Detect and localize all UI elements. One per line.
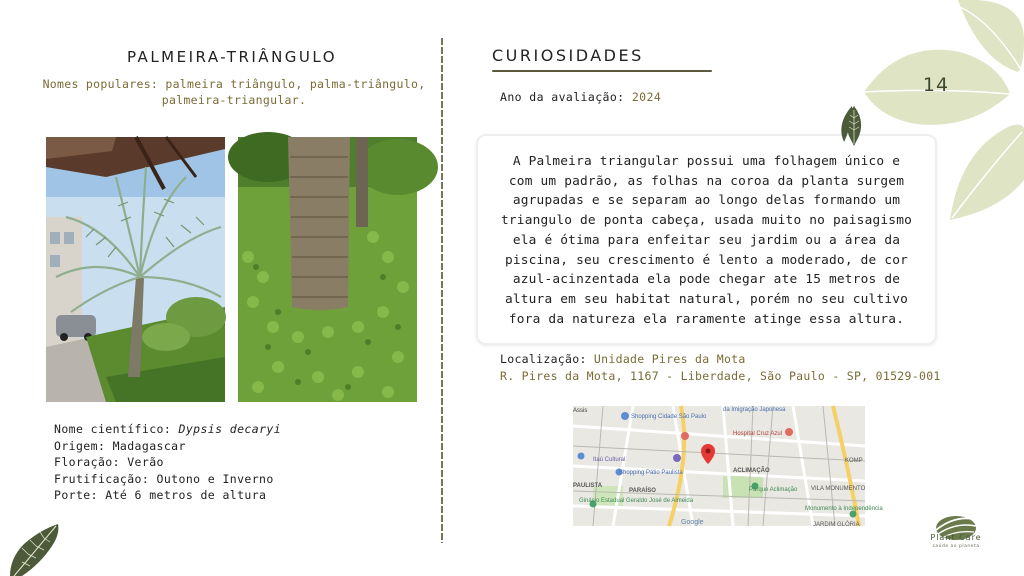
curiosities-title: CURIOSIDADES	[492, 46, 644, 65]
curiosities-line: fora da natureza ela raramente atinge essa altura.	[508, 311, 905, 327]
brand-name: Plant Care	[930, 533, 982, 542]
svg-text:Parque Aclimação: Parque Aclimação	[749, 487, 798, 493]
curiosities-line: azul-acinzentada ela pode chegar ate 15 metros de	[512, 272, 901, 288]
svg-text:Assis: Assis	[573, 408, 588, 414]
svg-text:Hospital Cruz Azul: Hospital Cruz Azul	[733, 431, 783, 437]
address: R. Pires da Mota, 1167 - Liberdade, São Paulo - SP, 01529-001	[500, 369, 941, 383]
location-row	[500, 351, 941, 368]
svg-text:PAULISTA: PAULISTA	[573, 483, 603, 489]
flowering-row: Floração: Verão	[54, 455, 164, 469]
curiosities-line: altura em seu habitat natural, porém no seu cultivo	[504, 291, 909, 307]
evaluation-year	[500, 90, 661, 104]
curiosities-line: piscina, seu crescimento é lento a moderado, de cor	[504, 252, 909, 268]
scientific-name-label: Nome científico:	[54, 422, 172, 436]
plant-specs	[54, 421, 281, 504]
svg-text:Shopping Cidade São Paulo: Shopping Cidade São Paulo	[631, 414, 707, 420]
fruiting-row: Frutificação: Outono e Inverno	[54, 471, 274, 486]
decorative-leaves-top-right	[860, 0, 1024, 230]
column-divider	[441, 38, 443, 543]
svg-text:da Imigração Japonesa: da Imigração Japonesa	[723, 407, 786, 413]
palm-photo-trunk	[238, 137, 417, 402]
svg-text:Shopping Pátio Paulista: Shopping Pátio Paulista	[619, 470, 683, 476]
curiosities-line: agrupadas e se separam ao longo delas formando um	[512, 193, 901, 209]
curiosities-line: com um padrão, as folhas na coroa da planta surgem	[508, 173, 905, 189]
scientific-name-row	[54, 421, 281, 438]
popular-names-line2: palmeira-triangular.	[161, 93, 307, 107]
curiosities-underline	[492, 70, 712, 72]
origin-row: Origem: Madagascar	[54, 438, 186, 453]
svg-text:KOMP: KOMP	[845, 458, 863, 464]
leaf-icon	[843, 106, 865, 146]
scientific-name-value: Dypsis decaryi	[178, 422, 282, 436]
svg-text:Google: Google	[681, 519, 704, 526]
svg-text:Itaú Cultural: Itaú Cultural	[593, 457, 626, 463]
evaluation-year-value: 2024	[631, 90, 662, 104]
svg-text:ACLIMAÇÃO: ACLIMAÇÃO	[733, 468, 770, 474]
popular-names-line1: Nomes populares: palmeira triângulo, palma-triângulo,	[42, 77, 426, 91]
svg-text:VILA MONUMENTO: VILA MONUMENTO	[811, 486, 866, 492]
page-number: 14	[922, 74, 950, 96]
brand-tagline: saúde ao planeta	[932, 544, 980, 549]
svg-text:Ginásio Estadual Geraldo José: Ginásio Estadual Geraldo José de Almeida	[579, 498, 694, 504]
svg-text:PARAÍSO: PARAÍSO	[629, 488, 656, 494]
popular-names	[36, 76, 432, 108]
curiosities-line: A Palmeira triangular possui uma folhagem único e	[512, 154, 901, 169]
curiosities-line: ela é ótima para enfeitar seu jardim ou a área da	[512, 232, 901, 248]
svg-text:Monumento à Independência: Monumento à Independência	[805, 506, 883, 512]
curiosities-line: triangulo de ponta cabeça, usada muito no paisagismo	[500, 213, 913, 229]
location-label: Localização:	[500, 352, 587, 366]
size-row: Porte: Até 6 metros de altura	[54, 488, 267, 502]
plant-title: PALMEIRA-TRIÂNGULO	[126, 48, 338, 66]
location-block	[500, 351, 941, 385]
svg-text:JARDIM GLÓRIA: JARDIM GLÓRIA	[813, 522, 860, 528]
palm-photo-street	[46, 137, 225, 402]
decorative-leaf-bottom-left	[0, 522, 62, 576]
location-map[interactable]	[573, 406, 883, 528]
evaluation-year-label: Ano da avaliação:	[500, 90, 625, 104]
location-value[interactable]: Unidade Pires da Mota	[593, 352, 746, 366]
plant-care-logo	[916, 500, 996, 560]
